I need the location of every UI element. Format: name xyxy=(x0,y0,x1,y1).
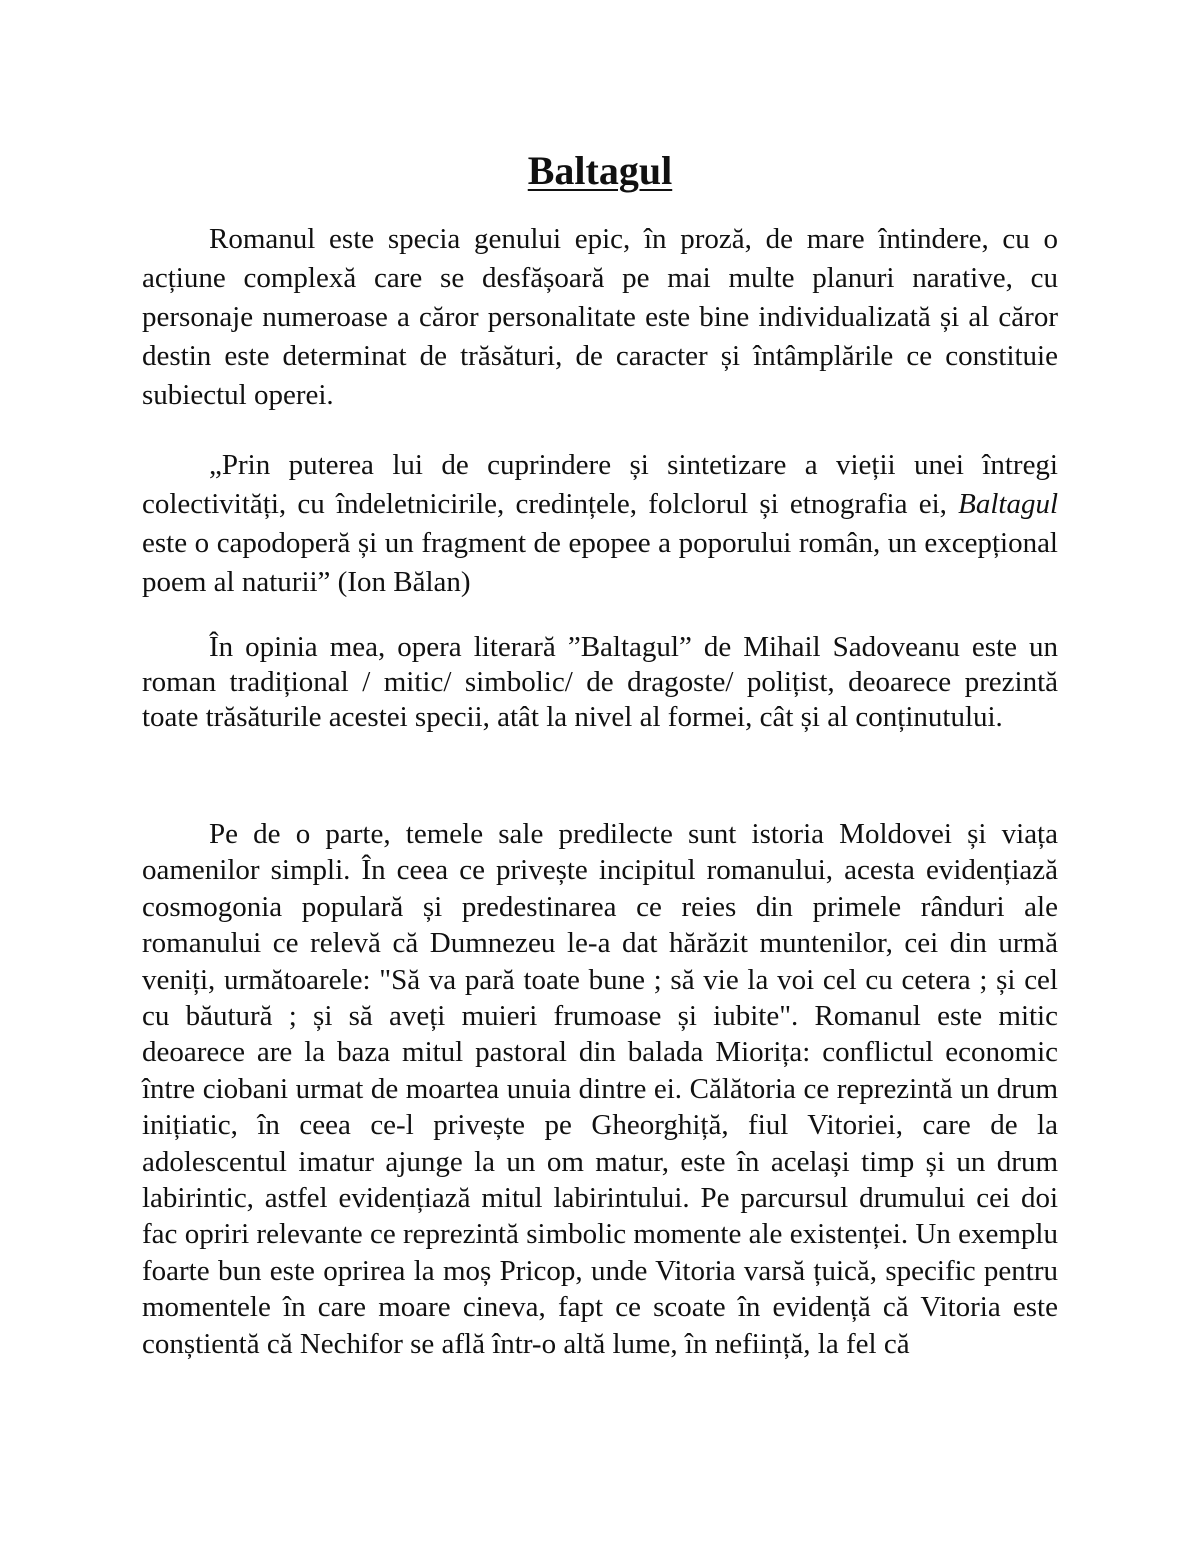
quote-italic-title: Baltagul xyxy=(958,488,1058,520)
paragraph-argument: Pe de o parte, temele sale predilecte sunt istoria Moldovei și viața oamenilor simpli. În ceea ce privește incipitul romanului, acesta evidențiază cosmogonia populară și predestinarea ce reies din primele rânduri ale romanului ce relevă că Dumnezeu le-a dat hărăzit muntenilor, cei din urmă veniți, următoarele: "Să va pară toate bune ; să vie la voi cel cu cetera ; și cel cu băutură ; și să aveți muieri frumoase și iubite". Romanul este mitic deoarece are la baza mitul pastoral din balada Miorița: conflictul economic între ciobani urmat de moartea unuia dintre ei. Călătoria ce reprezintă un drum inițiatic, în ceea ce-l privește pe Gheorghiță, fiul Vitoriei, care de la adolescentul imatur ajunge la un om matur, este în același timp și un drum labirintic, astfel evidențiază mitul labirintului. Pe parcursul drumului cei doi fac opriri relevante ce reprezintă simbolic momente ale existenței. Un exemplu foarte bun este oprirea la moș Pricop, unde Vitoria varsă țuică, specific pentru momentele în care moare cineva, fapt ce scoate în evidență că Vitoria este conștientă că Nechifor se află într-o altă lume, în neființă, la fel că xyxy=(142,818,1058,1360)
paragraph-opinion: În opinia mea, opera literară ”Baltagul” de Mihail Sadoveanu este un roman tradițional / mitic/ simbolic/ de dragoste/ polițist, deoarece prezintă toate trăsăturile acestei specii, atât la nivel al formei, cât și al conținutului. xyxy=(142,631,1058,733)
paragraph-definition: Romanul este specia genului epic, în proză, de mare întindere, cu o acțiune complexă care se desfășoară pe mai multe planuri narative, cu personaje numeroase a căror personalitate este bine individualizată și al căror destin este determinat de trăsături, de caracter și întâmplările ce constituie subiectul operei. xyxy=(142,223,1058,411)
document-title: Baltagul xyxy=(527,148,673,193)
paragraph-quote xyxy=(142,446,1058,602)
quote-text-end: este o capodoperă și un fragment de epopee a poporului român, un excepțional poem al naturii” (Ion Bălan) xyxy=(142,527,1058,598)
quote-text-start: „Prin puterea lui de cuprindere și sintetizare a vieții unei întregi colectivități, cu îndeletnicirile, credințele, folclorul și etnografia ei, xyxy=(142,449,1058,520)
